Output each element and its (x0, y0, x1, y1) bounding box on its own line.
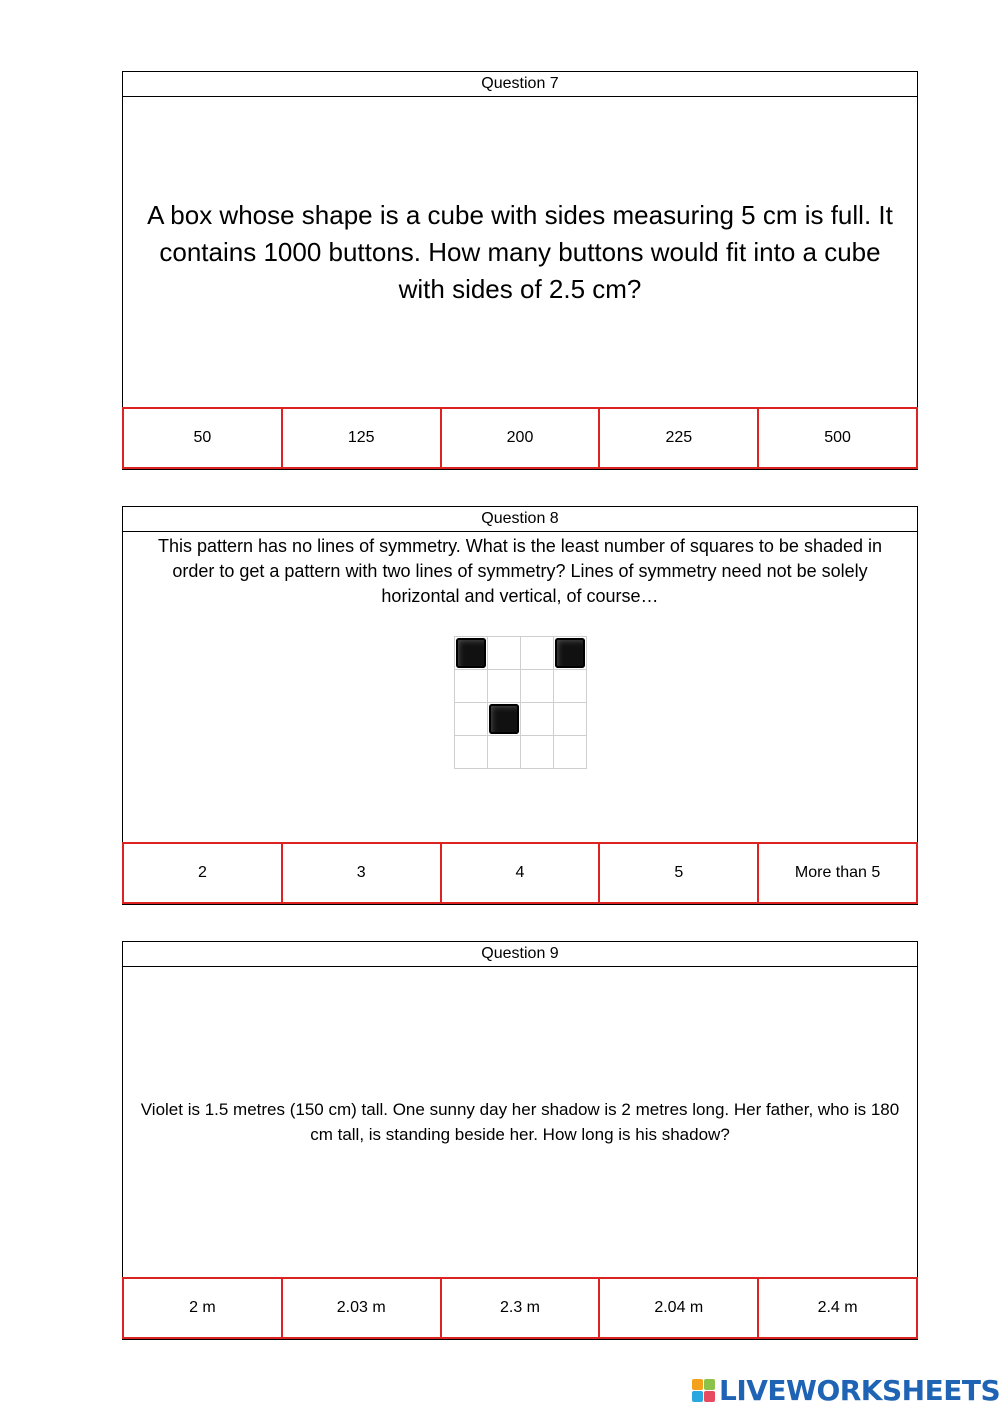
grid-cell (455, 637, 488, 670)
answer-option[interactable]: 5 (598, 844, 757, 902)
question-text: This pattern has no lines of symmetry. What is the least number of squares to be shaded in order to get a pattern with two lines of symmetry? Lines of symmetry need not be solely horizontal and vertical, of course… (157, 536, 883, 606)
answer-option[interactable]: 200 (440, 409, 599, 467)
answer-option[interactable]: 3 (281, 844, 440, 902)
answer-option[interactable]: 500 (757, 409, 918, 467)
answer-option[interactable]: 2 m (122, 1279, 281, 1337)
symmetry-pattern-grid (454, 636, 587, 769)
answer-options (122, 842, 918, 904)
answer-option[interactable]: 2.04 m (598, 1279, 757, 1337)
grid-cell (455, 670, 488, 703)
answer-option[interactable]: 2.3 m (440, 1279, 599, 1337)
answer-option[interactable]: 125 (281, 409, 440, 467)
question-title: Question 9 (123, 942, 917, 967)
question-card-8 (122, 506, 918, 905)
question-text: A box whose shape is a cube with sides measuring 5 cm is full. It contains 1000 buttons. How many buttons would fit into a cube with sides of 2.5 cm? (147, 199, 893, 304)
question-title: Question 8 (123, 507, 917, 532)
question-body (123, 967, 917, 1277)
answer-option[interactable]: 2.4 m (757, 1279, 918, 1337)
grid-cell (521, 703, 554, 736)
grid-cell (521, 736, 554, 769)
question-card-9 (122, 941, 918, 1340)
grid-cell (488, 703, 521, 736)
logo-mark-icon (692, 1379, 715, 1402)
answer-option[interactable]: 225 (598, 409, 757, 467)
question-card-7 (122, 71, 918, 470)
grid-cell (488, 736, 521, 769)
grid-cell (455, 736, 488, 769)
grid-cell (488, 670, 521, 703)
answer-options (122, 407, 918, 469)
grid-cell (554, 703, 587, 736)
grid-cell (521, 637, 554, 670)
answer-option[interactable]: 2 (122, 844, 281, 902)
logo-text: LIVEWORKSHEETS (719, 1373, 1000, 1407)
answer-options (122, 1277, 918, 1339)
grid-cell (521, 670, 554, 703)
liveworksheets-logo (692, 1374, 1000, 1406)
question-title: Question 7 (123, 72, 917, 97)
answer-option[interactable]: 50 (122, 409, 281, 467)
question-text: Violet is 1.5 metres (150 cm) tall. One sunny day her shadow is 2 metres long. Her father, who is 180 cm tall, is standing beside her. How long is his shadow? (140, 1100, 900, 1144)
answer-option[interactable]: More than 5 (757, 844, 918, 902)
grid-cell (554, 736, 587, 769)
grid-cell (488, 637, 521, 670)
question-body (123, 97, 917, 407)
answer-option[interactable]: 4 (440, 844, 599, 902)
answer-option[interactable]: 2.03 m (281, 1279, 440, 1337)
grid-cell (455, 703, 488, 736)
grid-cell (554, 670, 587, 703)
grid-cell (554, 637, 587, 670)
question-body (123, 532, 917, 842)
